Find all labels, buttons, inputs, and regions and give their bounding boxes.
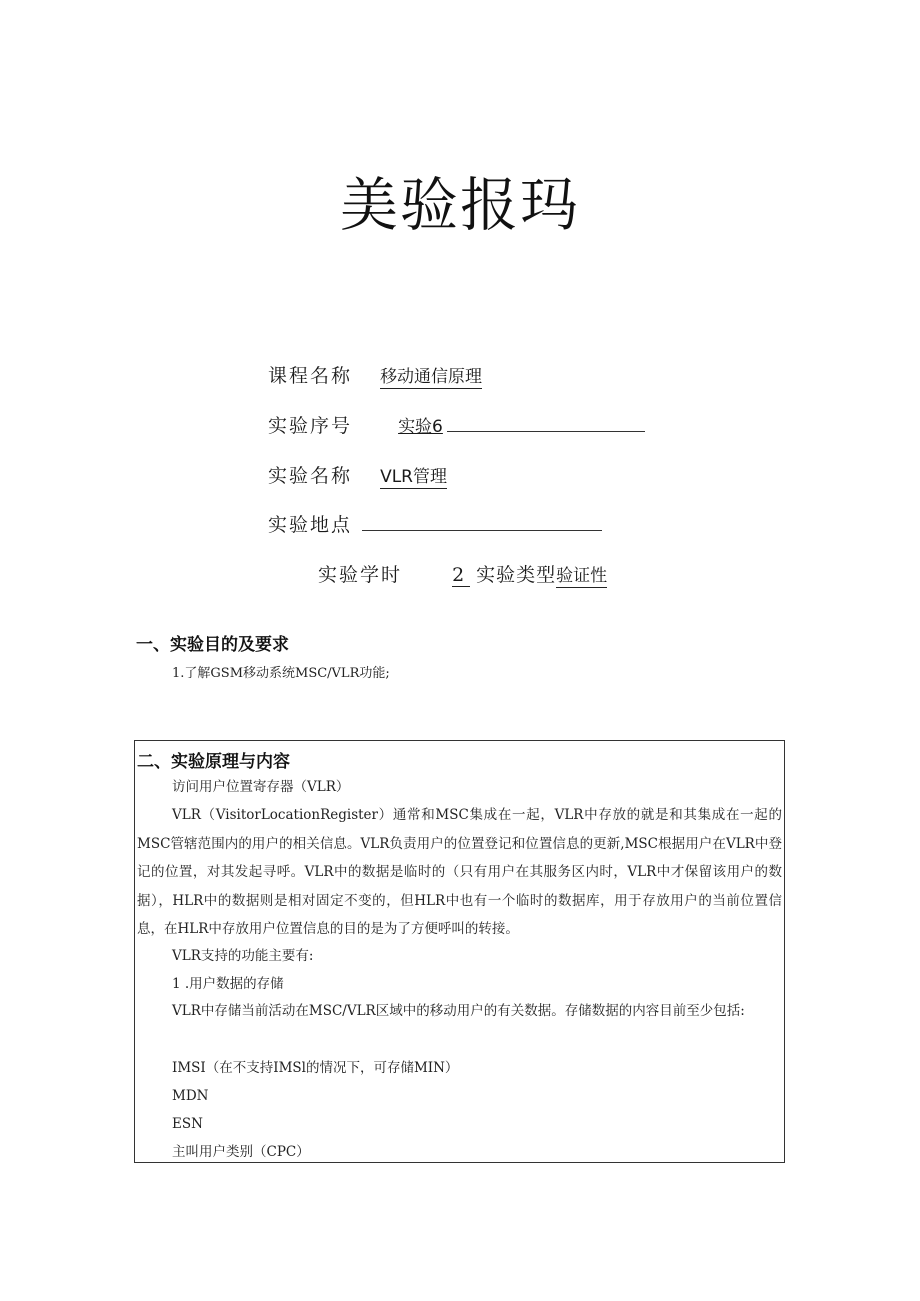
section2-heading: 二、实验原理与内容 (137, 752, 290, 772)
section1-heading: 一、实验目的及要求 (136, 635, 289, 655)
name-label: 实验名称 (268, 465, 353, 487)
location-label: 实验地点 (268, 514, 353, 536)
section2-paragraph: MDN (172, 1088, 209, 1104)
section2-paragraph: 1 .用户数据的存储 (172, 976, 284, 992)
section1-item: 1.了解GSM移动系统MSC/VLR功能; (172, 666, 390, 681)
hours-field (318, 562, 607, 588)
seq-label: 实验序号 (268, 415, 353, 437)
location-field (268, 512, 602, 538)
section2-paragraph: VLR中存储当前活动在MSC/VLR区域中的移动用户的有关数据。存储数据的内容目前至少包括: (172, 1003, 745, 1019)
course-field (268, 363, 482, 389)
section2-paragraph: 访问用户位置寄存器（VLR） (172, 779, 350, 795)
hours-value: 2 (452, 564, 470, 587)
name-field (268, 463, 447, 489)
seq-field (268, 413, 645, 439)
section2-paragraph: ESN (172, 1116, 203, 1132)
course-value: 移动通信原理 (380, 367, 483, 387)
location-blank (362, 512, 602, 531)
type-label: 实验类型 (476, 564, 557, 586)
name-value: VLR管理 (380, 467, 447, 487)
section2-paragraph: IMSI（在不支持IMSl的情况下，可存储MIN） (172, 1060, 459, 1076)
section2-box (134, 740, 785, 1163)
course-label: 课程名称 (268, 365, 353, 387)
section2-paragraph: 主叫用户类别（CPC） (172, 1144, 310, 1160)
section2-paragraph: VLR支持的功能主要有: (172, 948, 314, 964)
hours-label: 实验学时 (318, 564, 403, 586)
seq-blank (447, 413, 645, 432)
type-value: 验证性 (556, 566, 608, 586)
page-title: 美验报玛 (339, 171, 580, 239)
seq-value: 实验6 (398, 417, 443, 437)
section2-paragraph: VLR（VisitorLocationRegister）通常和MSC集成在一起，VLR中存放的就是和其集成在一起的MSC管辖范围内的用户的相关信息。VLR负责用户的位置登记和位置信息的更新,MSC根据用户在VLR中登记的位置，对其发起寻呼。VLR中的数据是临时的（只有用户在其服务区内时，VLR中才保留该用户的数据），HLR中的数据则是相对固定不变的，但HLR中也有一个临时的数据库，用于存放用户的当前位置信息，在HLR中存放用户位置信息的目的是为了方便呼叫的转接。 (137, 807, 782, 937)
